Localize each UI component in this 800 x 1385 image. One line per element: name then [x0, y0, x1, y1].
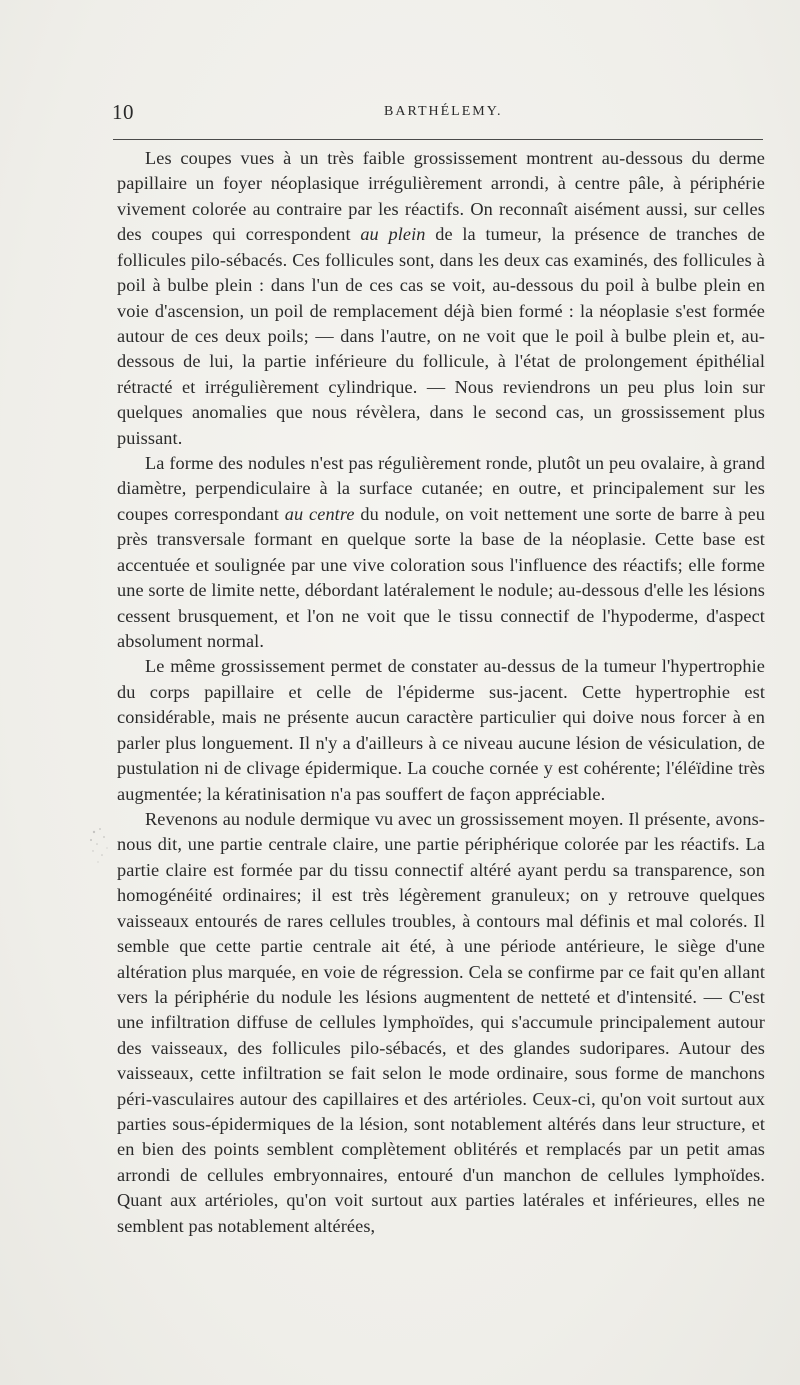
paragraph-3	[117, 654, 765, 807]
paragraph-3-text: Le même grossissement permet de constater au-dessus de la tumeur l'hypertrophie du corps papillaire et celle de l'épiderme sus-jacent. Cette hypertrophie est considérable, mais ne présente aucun caractère particulier qui doive nous forcer à en parler plus longuement. Il n'y a d'ailleurs à ce niveau aucune lésion de vésiculation, de pustulation ni de clivage épidermique. La couche cornée y est cohérente; l'éléïdine très augmentée; la kératinisation n'a pas souffert de façon appréciable.	[117, 656, 765, 804]
paragraph-4-text: Revenons au nodule dermique vu avec un grossissement moyen. Il présente, avons-nous dit, une partie centrale claire, une partie périphérique colorée par les réactifs. La partie claire est formée par du tissu connectif altéré ayant perdu sa transparence, son homogénéité ordinaires; il est très légèrement granuleux; on y retrouve quelques vaisseaux entourés de rares cellules troubles, à contours mal définis et mal colorés. Il semble que cette partie centrale ait été, à une période antérieure, le siège d'une altération plus marquée, en voie de régression. Cela se confirme par ce fait qu'en allant vers la périphérie du nodule les lésions augmentent de netteté et d'intensité. — C'est une infiltration diffuse de cellules lymphoïdes, qui s'accumule principalement autour des vaisseaux, des follicules pilo-sébacés, et des glandes sudoripares. Autour des vaisseaux, cette infiltration se fait selon le mode ordinaire, sous forme de manchons péri-vasculaires autour des capillaires et des artérioles. Ceux-ci, qu'on voit surtout aux parties sous-épidermiques de la lésion, sont notablement altérés dans leur structure, et en bien des points semblent complètement oblitérés et remplacés par un petit amas arrondi de cellules embryonnaires, entouré d'un manchon de cellules lymphoïdes. Quant aux artérioles, qu'on voit surtout aux parties latérales et inférieures, elles ne semblent pas notablement altérées,	[117, 808, 765, 1236]
paragraph-4	[117, 807, 765, 1239]
body-text	[117, 146, 765, 1239]
header-rule	[113, 139, 763, 140]
ink-speckle-mark	[82, 822, 122, 868]
paragraph-1-text-b: de la tumeur, la présence de tranches de follicules pilo-sébacés. Ces follicules sont, dans les deux cas examinés, des follicules à poil à bulbe plein : dans l'un de ces cas se voit, au-dessous du poil à bulbe plein en voie d'ascension, un poil de remplacement déjà bien formé : la néoplasie s'est formée autour de ces deux poils; — dans l'autre, on ne voit que le poil à bulbe plein et, au-dessous de lui, la partie inférieure du follicule, à l'état de prolongement épithélial rétracté et irrégulièrement cylindrique. — Nous reviendrons un peu plus loin sur quelques anomalies que nous révèlera, dans le second cas, un grossissement plus puissant.	[117, 224, 765, 448]
paragraph-2-emphasis: au centre	[284, 503, 355, 524]
running-title: BARTHÉLEMY.	[384, 104, 503, 119]
paragraph-2	[117, 451, 765, 654]
page-header	[112, 96, 762, 128]
paragraph-1-text-a: Les coupes vues à un très faible grossissement montrent au-dessous du derme papillaire un foyer néoplasique irrégulièrement arrondi, à centre pâle, à périphérie vivement colorée au contraire par les réactifs. On reconnaît aisément aussi, sur celles des coupes qui correspondent	[117, 148, 765, 245]
paragraph-2-text-b: du nodule, on voit nettement une sorte de barre à peu près transversale formant en quelque sorte la base de la néoplasie. Cette base est accentuée et soulignée par une vive coloration sous l'influence des réactifs; elle forme une sorte de limite nette, débordant latéralement le nodule; au-dessous d'elle les lésions cessent brusquement, et l'on ne voit que le tissu connectif de l'hypoderme, d'aspect absolument normal.	[117, 503, 766, 652]
page-number: 10	[112, 100, 134, 124]
paragraph-2-text-a: La forme des nodules n'est pas régulièrement ronde, plutôt un peu ovalaire, à grand diamètre, perpendiculaire à la surface cutanée; en outre, et principalement sur les coupes correspondant	[117, 453, 765, 524]
paragraph-1-emphasis: au plein	[360, 224, 426, 245]
paragraph-1	[117, 146, 765, 451]
